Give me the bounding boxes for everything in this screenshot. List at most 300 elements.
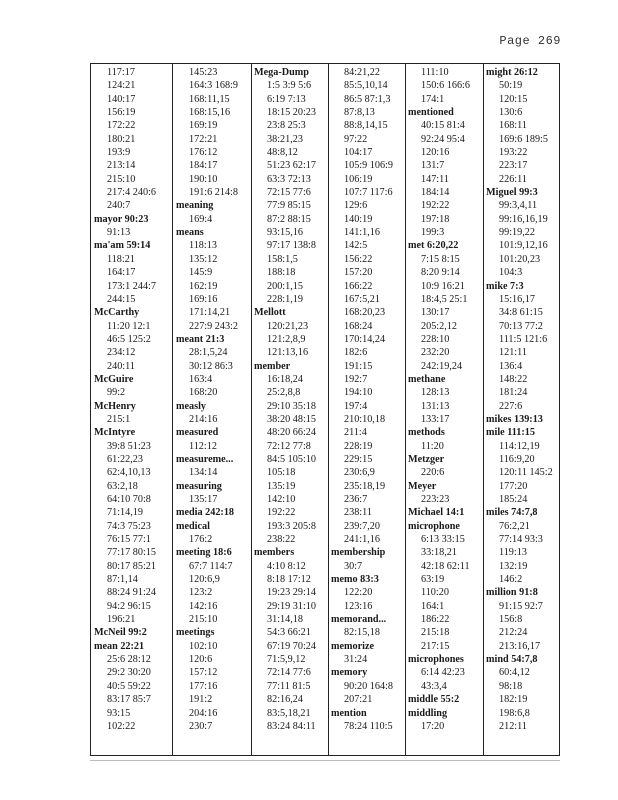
index-headword: methane	[408, 373, 446, 385]
index-reference: 72:14 77:6	[267, 667, 311, 679]
index-reference: 157:12	[189, 667, 218, 679]
index-reference: 48:20 66:24	[267, 427, 316, 439]
index-reference: 38:20 48:15	[267, 413, 316, 425]
index-headword: member	[254, 360, 291, 372]
index-reference: 111:10	[421, 67, 449, 78]
index-reference: 171:14,21	[189, 307, 231, 319]
index-reference: 105:9 106:9	[344, 160, 393, 172]
index-headword: methods	[408, 427, 445, 439]
index-reference: 140:19	[344, 213, 373, 225]
index-reference: 191:2	[189, 694, 213, 706]
index-reference: 71:5,9,12	[267, 654, 306, 666]
index-reference: 119:13	[499, 547, 527, 559]
index-reference: 77:9 85:15	[267, 200, 311, 212]
index-reference: 204:16	[189, 707, 218, 719]
index-reference: 150:6 166:6	[421, 80, 470, 92]
index-reference: 94:2 96:15	[107, 600, 151, 612]
index-reference: 7:15 8:15	[421, 253, 460, 265]
index-headword: microphone	[408, 520, 460, 532]
index-reference: 120:11 145:2	[499, 467, 553, 479]
index-reference: 215:10	[107, 173, 136, 185]
index-reference: 8:18 17:12	[267, 574, 311, 586]
index-reference: 93:15	[107, 707, 131, 719]
index-reference: 99:19,22	[499, 227, 535, 239]
index-reference: 99:2	[107, 387, 126, 399]
index-reference: 220:6	[421, 467, 445, 479]
index-reference: 193:9	[107, 147, 131, 159]
index-headword: McCarthy	[94, 307, 140, 319]
index-reference: 184:14	[421, 187, 450, 199]
index-reference: 6:14 42:23	[421, 667, 465, 679]
index-reference: 240:7	[107, 200, 131, 212]
index-column-1	[93, 66, 169, 753]
index-reference: 11:20	[421, 440, 444, 452]
index-reference: 28:1,5,24	[189, 347, 228, 359]
index-reference: 156:19	[107, 107, 136, 119]
index-reference: 147:11	[421, 173, 449, 185]
index-reference: 120:6,9	[189, 574, 220, 586]
column-divider	[172, 64, 173, 755]
index-reference: 211:4	[344, 427, 367, 439]
index-reference: 86:5 87:1,3	[344, 93, 391, 105]
index-reference: 168:20	[189, 387, 218, 399]
index-reference: 192:22	[421, 200, 450, 212]
index-reference: 197:18	[421, 213, 450, 225]
index-reference: 169:6 189:5	[499, 133, 548, 145]
index-reference: 168:24	[344, 320, 373, 332]
index-reference: 228:10	[421, 333, 450, 345]
index-reference: 142:5	[344, 240, 368, 252]
index-headword: measuring	[176, 480, 222, 492]
index-reference: 51:23 62:17	[267, 160, 316, 172]
index-headword: middle 55:2	[408, 694, 460, 706]
index-reference: 43:3,4	[421, 680, 447, 692]
index-reference: 46:5 125:2	[107, 333, 151, 345]
index-column-4	[330, 66, 405, 753]
index-reference: 120:6	[189, 654, 213, 666]
index-reference: 205:2,12	[421, 320, 457, 332]
index-reference: 212:24	[499, 627, 528, 639]
index-reference: 146:2	[499, 574, 523, 586]
index-headword: measured	[176, 427, 219, 439]
index-reference: 120:15	[499, 93, 528, 105]
index-reference: 169:16	[189, 293, 218, 305]
index-column-6	[485, 66, 559, 753]
index-reference: 17:20	[421, 720, 445, 732]
index-reference: 185:24	[499, 494, 528, 505]
index-reference: 200:1,15	[267, 280, 303, 292]
index-headword: Michael 14:1	[408, 507, 465, 519]
index-reference: 118:13	[189, 240, 217, 252]
index-reference: 193:22	[499, 147, 528, 159]
index-reference: 29:19 31:10	[267, 600, 316, 612]
page-number: Page 269	[499, 34, 561, 48]
index-reference: 232:20	[421, 347, 450, 359]
index-headword: mind 54:7,8	[486, 654, 538, 666]
index-reference: 63:3 72:13	[267, 173, 311, 185]
index-headword: McGuire	[94, 373, 134, 385]
index-reference: 54:3 66:21	[267, 627, 311, 639]
index-reference: 121:11	[499, 347, 527, 359]
index-reference: 90:20 164:8	[344, 680, 393, 692]
index-reference: 34:8 61:15	[499, 307, 543, 319]
index-reference: 186:22	[421, 614, 450, 626]
index-reference: 88:8,14,15	[344, 120, 388, 132]
index-reference: 29:2 30:20	[107, 667, 151, 679]
index-reference: 213:14	[107, 160, 136, 172]
index-headword: meant 21:3	[176, 333, 225, 345]
index-headword: McHenry	[94, 400, 136, 412]
index-reference: 121:13,16	[267, 347, 309, 359]
index-headword: measly	[176, 400, 206, 412]
index-reference: 77:14 93:3	[499, 534, 543, 546]
index-reference: 30:12 86:3	[189, 360, 233, 372]
index-reference: 106:19	[344, 173, 373, 185]
index-reference: 156:8	[499, 614, 523, 626]
index-reference: 118:21	[107, 253, 135, 265]
index-reference: 63:19	[421, 574, 445, 586]
index-reference: 170:14,24	[344, 333, 386, 345]
index-reference: 121:2,8,9	[267, 333, 306, 345]
bottom-rule	[90, 760, 560, 761]
index-reference: 4:10 8:12	[267, 560, 306, 572]
index-column-2	[175, 66, 250, 753]
index-reference: 131:7	[421, 160, 445, 172]
index-reference: 158:1,5	[267, 253, 298, 265]
index-headword: mike 7:3	[486, 280, 524, 292]
index-reference: 78:24 110:5	[344, 720, 393, 732]
index-reference: 107:7 117:6	[344, 187, 393, 199]
index-reference: 15:16,17	[499, 293, 535, 305]
index-reference: 217:4 240:6	[107, 187, 156, 199]
index-reference: 67:7 114:7	[189, 560, 233, 572]
index-reference: 228:1,19	[267, 293, 303, 305]
index-reference: 67:19 70:24	[267, 640, 316, 652]
index-reference: 188:18	[267, 267, 296, 279]
index-reference: 60:4,12	[499, 667, 530, 679]
index-reference: 116:9,20	[499, 453, 535, 465]
index-headword: microphones	[408, 654, 464, 666]
index-reference: 91:13	[107, 227, 131, 239]
index-reference: 124:21	[107, 80, 136, 92]
index-headword: memorand...	[331, 614, 387, 626]
index-reference: 129:6	[344, 200, 368, 212]
index-reference: 173:1 244:7	[107, 280, 156, 292]
index-reference: 33:18,21	[421, 547, 457, 559]
index-reference: 77:17 80:15	[107, 547, 156, 559]
index-headword: mile 111:15	[486, 427, 535, 439]
index-reference: 99:3,4,11	[499, 200, 538, 212]
index-reference: 234:12	[107, 347, 136, 359]
index-reference: 87:2 88:15	[267, 213, 311, 225]
index-reference: 215:1	[107, 413, 131, 425]
index-reference: 18:15 20:23	[267, 107, 316, 119]
index-reference: 123:16	[344, 600, 373, 612]
index-reference: 71:14,19	[107, 507, 143, 519]
index-reference: 215:10	[189, 614, 218, 626]
index-reference: 25:6 28:12	[107, 654, 151, 666]
index-reference: 82:15,18	[344, 627, 380, 639]
index-reference: 110:20	[421, 587, 449, 599]
index-reference: 182:6	[344, 347, 368, 359]
index-reference: 72:12 77:8	[267, 440, 311, 452]
index-reference: 111:5 121:6	[499, 333, 548, 345]
index-reference: 40:5 59:22	[107, 680, 151, 692]
index-reference: 244:15	[107, 293, 136, 305]
index-reference: 168:15,16	[189, 107, 231, 119]
index-reference: 25:2,8,8	[267, 387, 301, 399]
index-reference: 40:15 81:4	[421, 120, 465, 132]
index-reference: 176:12	[189, 147, 218, 159]
index-reference: 31:14,18	[267, 614, 303, 626]
index-reference: 190:10	[189, 173, 218, 185]
index-reference: 130:17	[421, 307, 450, 319]
index-reference: 63:2,18	[107, 480, 138, 492]
index-reference: 76:2,21	[499, 520, 530, 532]
index-reference: 223:23	[421, 494, 450, 505]
index-reference: 156:22	[344, 253, 373, 265]
index-reference: 105:18	[267, 467, 296, 479]
index-reference: 29:10 35:18	[267, 400, 316, 412]
index-reference: 230:6,9	[344, 467, 375, 479]
index-reference: 207:21	[344, 694, 373, 706]
index-reference: 84:5 105:10	[267, 453, 316, 465]
index-reference: 157:20	[344, 267, 373, 279]
index-reference: 31:24	[344, 654, 368, 666]
index-reference: 169:19	[189, 120, 218, 132]
index-reference: 92:24 95:4	[421, 133, 465, 145]
index-reference: 210:10,18	[344, 413, 386, 425]
index-headword: meeting 18:6	[176, 547, 232, 559]
index-headword: might 26:12	[486, 67, 538, 78]
index-reference: 217:15	[421, 640, 450, 652]
index-reference: 82:16,24	[267, 694, 303, 706]
index-column-3	[253, 66, 329, 753]
index-reference: 70:13 77:2	[499, 320, 543, 332]
index-headword: Miguel 99:3	[486, 187, 538, 199]
index-headword: middling	[408, 707, 448, 719]
index-reference: 136:4	[499, 360, 523, 372]
index-reference: 10:9 16:21	[421, 280, 465, 292]
index-reference: 172:22	[107, 120, 136, 132]
index-reference: 177:16	[189, 680, 218, 692]
index-reference: 235:18,19	[344, 480, 386, 492]
index-reference: 226:11	[499, 173, 527, 185]
index-reference: 93:15,16	[267, 227, 303, 239]
index-reference: 131:13	[421, 400, 450, 412]
index-reference: 30:7	[344, 560, 363, 572]
column-divider	[328, 64, 329, 755]
index-reference: 141:1,16	[344, 227, 380, 239]
index-headword: met 6:20,22	[408, 240, 459, 252]
index-reference: 8:20 9:14	[421, 267, 460, 279]
index-reference: 214:16	[189, 413, 218, 425]
index-reference: 83:17 85:7	[107, 694, 151, 706]
index-reference: 145:9	[189, 267, 213, 279]
index-reference: 101:20,23	[499, 253, 541, 265]
index-reference: 91:15 92:7	[499, 600, 543, 612]
index-reference: 198:6,8	[499, 707, 530, 719]
index-reference: 169:4	[189, 213, 213, 225]
index-reference: 199:3	[421, 227, 445, 239]
index-reference: 239:7,20	[344, 520, 380, 532]
index-headword: means	[176, 227, 204, 239]
index-headword: memo 83:3	[331, 574, 379, 586]
index-headword: mean 22:21	[94, 640, 145, 652]
index-reference: 120:21,23	[267, 320, 309, 332]
index-reference: 23:8 25:3	[267, 120, 306, 132]
index-reference: 84:21,22	[344, 67, 380, 78]
index-reference: 19:23 29:14	[267, 587, 316, 599]
index-reference: 238:11	[344, 507, 372, 519]
index-reference: 168:11	[499, 120, 527, 132]
index-reference: 6:19 7:13	[267, 93, 306, 105]
index-reference: 164:1	[421, 600, 445, 612]
index-reference: 197:4	[344, 400, 368, 412]
index-reference: 117:17	[107, 67, 135, 78]
index-reference: 212:11	[499, 720, 527, 732]
index-reference: 181:24	[499, 387, 528, 399]
index-reference: 142:10	[267, 494, 296, 505]
index-reference: 241:1,16	[344, 534, 380, 546]
index-headword: media 242:18	[176, 507, 235, 519]
index-reference: 176:2	[189, 534, 213, 546]
index-headword: McNeil 99:2	[94, 627, 147, 639]
index-reference: 228:19	[344, 440, 373, 452]
index-reference: 48:8,12	[267, 147, 298, 159]
index-reference: 88:24 91:24	[107, 587, 156, 599]
index-reference: 240:11	[107, 360, 135, 372]
index-reference: 230:7	[189, 720, 213, 732]
index-reference: 163:4	[189, 373, 213, 385]
index-reference: 236:7	[344, 494, 368, 505]
index-reference: 182:19	[499, 694, 528, 706]
index-reference: 192:7	[344, 373, 368, 385]
index-reference: 38:21,23	[267, 133, 303, 145]
index-column-5	[407, 66, 482, 753]
index-reference: 61:22,23	[107, 453, 143, 465]
index-reference: 99:16,16,19	[499, 213, 548, 225]
index-reference: 135:17	[189, 494, 218, 505]
index-headword: mikes 139:13	[486, 413, 543, 425]
index-reference: 167:5,21	[344, 293, 380, 305]
index-reference: 180:21	[107, 133, 136, 145]
index-headword: ma'am 59:14	[94, 240, 151, 252]
index-reference: 102:22	[107, 720, 136, 732]
index-reference: 87:8,13	[344, 107, 375, 119]
index-reference: 104:17	[344, 147, 373, 159]
index-reference: 16:18,24	[267, 373, 303, 385]
index-reference: 11:20 12:1	[107, 320, 151, 332]
index-reference: 97:17 138:8	[267, 240, 316, 252]
column-divider	[251, 64, 252, 755]
index-reference: 1:5 3:9 5:6	[267, 80, 312, 92]
column-divider	[483, 64, 484, 755]
index-headword: mention	[331, 707, 367, 719]
index-headword: medical	[176, 520, 210, 532]
index-reference: 213:16,17	[499, 640, 541, 652]
index-reference: 123:2	[189, 587, 213, 599]
index-reference: 174:1	[421, 93, 445, 105]
index-reference: 227:9 243:2	[189, 320, 238, 332]
index-reference: 242:19,24	[421, 360, 463, 372]
index-reference: 72:15 77:6	[267, 187, 311, 199]
index-reference: 223:17	[499, 160, 528, 172]
index-reference: 74:3 75:23	[107, 520, 151, 532]
index-reference: 168:11,15	[189, 93, 230, 105]
index-reference: 77:11 81:5	[267, 680, 311, 692]
index-reference: 50:19	[499, 80, 523, 92]
index-reference: 62:4,10,13	[107, 467, 151, 479]
index-headword: mentioned	[408, 107, 454, 119]
index-headword: McIntyre	[94, 427, 136, 439]
index-reference: 162:19	[189, 280, 218, 292]
index-reference: 83:5,18,21	[267, 707, 311, 719]
index-headword: memorize	[331, 640, 374, 652]
index-reference: 191:6 214:8	[189, 187, 238, 199]
index-reference: 227:6	[499, 400, 523, 412]
index-reference: 172:21	[189, 133, 218, 145]
index-headword: Mellott	[254, 307, 286, 319]
index-headword: meetings	[176, 627, 215, 639]
index-reference: 191:15	[344, 360, 373, 372]
index-reference: 85:5,10,14	[344, 80, 388, 92]
index-reference: 83:24 84:11	[267, 720, 316, 732]
index-reference: 6:13 33:15	[421, 534, 465, 546]
index-reference: 122:20	[344, 587, 373, 599]
index-reference: 39:8 51:23	[107, 440, 151, 452]
index-reference: 192:22	[267, 507, 296, 519]
index-reference: 238:22	[267, 534, 296, 546]
index-reference: 135:12	[189, 253, 218, 265]
index-reference: 97:22	[344, 133, 368, 145]
index-reference: 102:10	[189, 640, 218, 652]
index-reference: 166:22	[344, 280, 373, 292]
index-headword: mayor 90:23	[94, 213, 149, 225]
index-reference: 98:18	[499, 680, 523, 692]
index-reference: 177:20	[499, 480, 528, 492]
index-reference: 134:14	[189, 467, 218, 479]
column-divider	[405, 64, 406, 755]
index-reference: 128:13	[421, 387, 450, 399]
index-reference: 164:17	[107, 267, 136, 279]
index-headword: membership	[331, 547, 386, 559]
index-reference: 140:17	[107, 93, 136, 105]
index-reference: 194:10	[344, 387, 373, 399]
index-headword: million 91:8	[486, 587, 538, 599]
index-headword: Mega-Dump	[254, 67, 309, 78]
index-reference: 76:15 77:1	[107, 534, 151, 546]
index-reference: 42:18 62:11	[421, 560, 470, 572]
index-headword: measureme...	[176, 453, 234, 465]
index-reference: 196:21	[107, 614, 136, 626]
index-reference: 229:15	[344, 453, 373, 465]
index-headword: Metzger	[408, 453, 445, 465]
index-reference: 101:9,12,16	[499, 240, 548, 252]
index-reference: 64:10 70:8	[107, 494, 151, 505]
index-reference: 184:17	[189, 160, 218, 172]
index-reference: 135:19	[267, 480, 296, 492]
index-headword: meaning	[176, 200, 214, 212]
index-reference: 114:12,19	[499, 440, 540, 452]
index-reference: 142:16	[189, 600, 218, 612]
index-reference: 145:23	[189, 67, 218, 78]
word-index-table	[90, 63, 560, 756]
index-reference: 80:17 85:21	[107, 560, 156, 572]
index-reference: 130:6	[499, 107, 523, 119]
index-reference: 18:4,5 25:1	[421, 293, 468, 305]
index-reference: 87:1,14	[107, 574, 138, 586]
